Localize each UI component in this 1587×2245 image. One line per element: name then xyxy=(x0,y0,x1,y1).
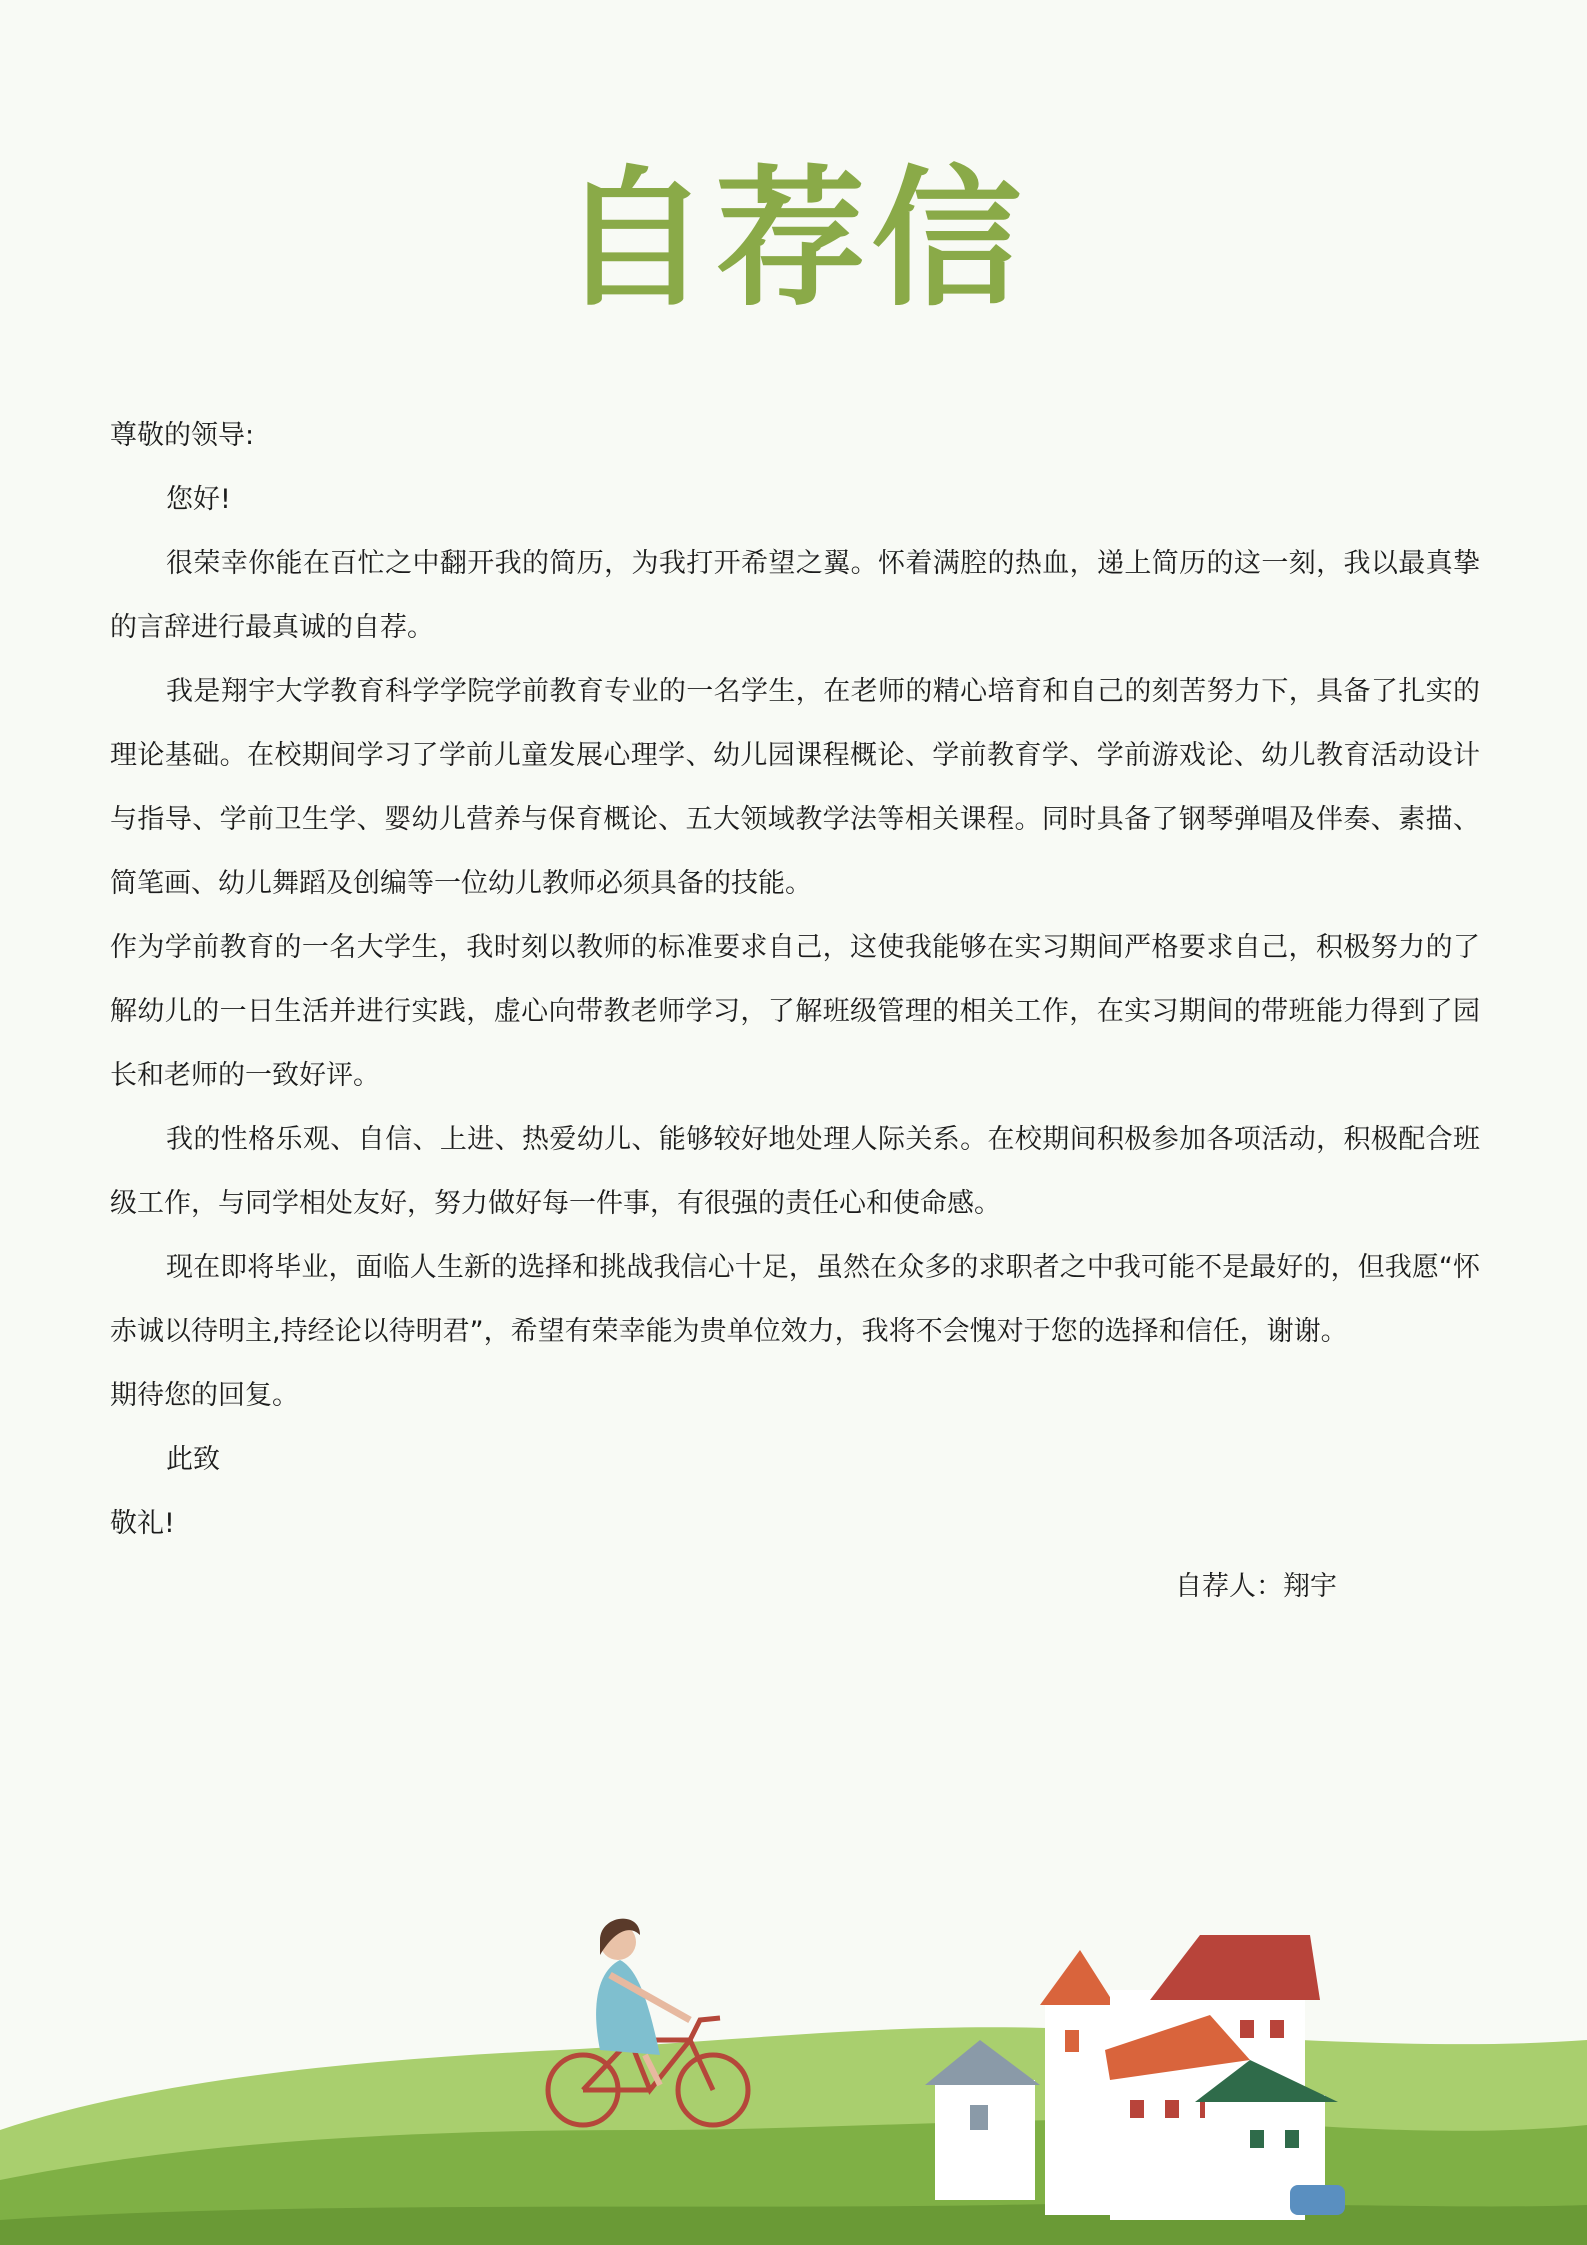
houses-icon xyxy=(925,1935,1345,2220)
signature: 自荐人：翔宇 xyxy=(1175,1571,1337,1602)
illustration-scene xyxy=(0,1880,1587,2245)
closing-regards: 敬礼! xyxy=(110,1508,175,1539)
paragraph-intro: 很荣幸你能在百忙之中翻开我的简历，为我打开希望之翼。怀着满腔的热血，递上简历的这一刻，我以最真挚的言辞进行最真诚的自荐。 xyxy=(110,548,1480,643)
paragraph-personality: 我的性格乐观、自信、上进、热爱幼儿、能够较好地处理人际关系。在校期间积极参加各项活动，积极配合班级工作，与同学相处友好，努力做好每一件事，有很强的责任心和使命感。 xyxy=(110,1124,1480,1219)
salutation: 您好! xyxy=(166,484,231,515)
paragraph-aspiration: 现在即将毕业，面临人生新的选择和挑战我信心十足，虽然在众多的求职者之中我可能不是最好的，但我愿“怀赤诚以待明主,持经论以待明君”，希望有荣幸能为贵单位效力，我将不会愧对于您的选择和信任，谢谢。 xyxy=(110,1252,1480,1347)
page-title: 自荐信 xyxy=(559,153,1028,327)
letter-body xyxy=(110,404,1480,1556)
greeting: 尊敬的领导: xyxy=(110,420,255,451)
paragraph-education: 我是翔宇大学教育科学学院学前教育专业的一名学生，在老师的精心培育和自己的刻苦努力下，具备了扎实的理论基础。在校期间学习了学前儿童发展心理学、幼儿园课程概论、学前教育学、学前游戏论、幼儿教育活动设计与指导、学前卫生学、婴幼儿营养与保育概论、五大领域教学法等相关课程。同时具备了钢琴弹唱及伴奏、素描、简笔画、幼儿舞蹈及创编等一位幼儿教师必须具备的技能。 xyxy=(110,676,1480,899)
closing-line: 期待您的回复。 xyxy=(110,1380,299,1411)
paragraph-internship: 作为学前教育的一名大学生，我时刻以教师的标准要求自己，这使我能够在实习期间严格要求自己，积极努力的了解幼儿的一日生活并进行实践，虚心向带教老师学习，了解班级管理的相关工作，在实习期间的带班能力得到了园长和老师的一致好评。 xyxy=(110,932,1480,1091)
closing-phrase: 此致 xyxy=(166,1444,220,1475)
